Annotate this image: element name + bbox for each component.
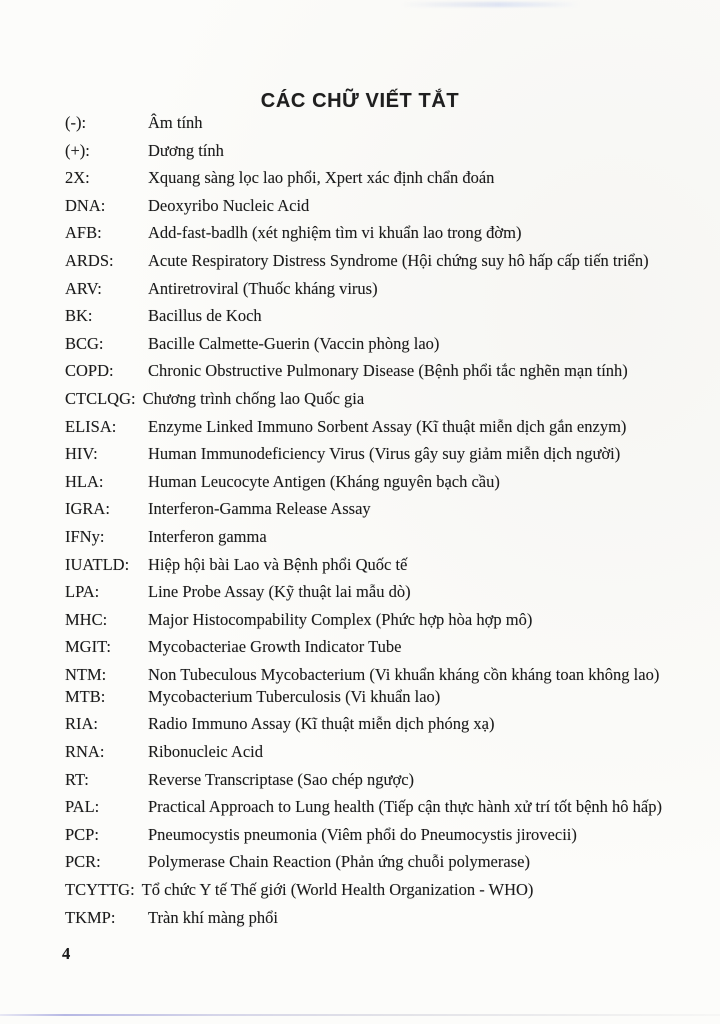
abbreviation-term: (+): [65,140,90,160]
abbreviation-definition: Acute Respiratory Distress Syndrome (Hội chứng suy hô hấp cấp tiến triển) [148,250,649,270]
abbreviation-row [65,472,690,491]
abbreviation-definition: Âm tính [148,113,203,132]
abbreviation-term: HLA: [65,471,104,491]
abbreviation-definition: Chronic Obstructive Pulmonary Disease (Bệnh phổi tắc nghẽn mạn tính) [148,361,628,381]
abbreviation-term: ARV: [65,278,102,298]
abbreviation-definition: Antiretroviral (Thuốc kháng virus) [148,278,378,298]
abbreviation-row [65,306,690,325]
abbreviation-term: PAL: [65,797,100,817]
abbreviation-definition: Deoxyribo Nucleic Acid [148,195,310,215]
abbreviation-term: IUATLD: [65,554,130,574]
abbreviation-row [65,742,690,761]
abbreviations-list [65,113,690,935]
abbreviation-definition: Mycobacteriae Growth Indicator Tube [148,637,402,657]
abbreviation-definition: Practical Approach to Lung health (Tiếp cận thực hành xử trí tốt bệnh hô hấp) [148,797,662,817]
abbreviation-definition: Interferon gamma [148,526,267,546]
abbreviation-definition: Bacillus de Koch [148,306,262,326]
abbreviation-term: MGIT: [65,637,111,657]
abbreviation-term: CTCLQG: [65,388,136,408]
abbreviation-row [65,499,690,518]
abbreviation-term: PCP: [65,824,99,844]
abbreviation-row [65,908,690,927]
abbreviation-row [65,852,690,871]
abbreviation-definition: Dương tính [148,140,224,160]
abbreviation-row [65,389,690,408]
abbreviation-definition: Ribonucleic Acid [148,742,264,762]
abbreviation-row [65,770,690,789]
abbreviation-term: HIV: [65,444,98,464]
abbreviation-definition: Chương trình chống lao Quốc gia [142,388,365,408]
abbreviation-definition: Line Probe Assay (Kỹ thuật lai mẫu dò) [148,582,411,602]
abbreviation-term: BCG: [65,333,104,353]
abbreviation-term: AFB: [65,223,102,243]
abbreviation-term: 2X: [65,168,90,188]
abbreviation-row [65,687,690,706]
abbreviation-row [65,637,690,656]
abbreviation-row [65,610,690,629]
abbreviation-term: NTM: [65,664,107,684]
abbreviation-term: MHC: [65,609,108,629]
abbreviation-row [65,582,690,601]
abbreviation-row [65,361,690,380]
abbreviation-definition: Mycobacterium Tuberculosis (Vi khuẩn lao) [148,686,441,706]
abbreviation-term: IGRA: [65,499,110,519]
abbreviation-definition: Interferon-Gamma Release Assay [148,499,371,519]
abbreviation-row [65,334,690,353]
abbreviation-definition: Tràn khí màng phổi [148,907,279,927]
abbreviation-definition: Non Tubeculous Mycobacterium (Vi khuẩn kháng cồn kháng toan không lao) [148,664,660,684]
abbreviation-term: TKMP: [65,907,116,927]
abbreviation-row [65,113,690,132]
abbreviation-row [65,251,690,270]
abbreviation-term: PCR: [65,852,101,872]
abbreviation-row [65,444,690,463]
abbreviation-definition: Xquang sàng lọc lao phổi, Xpert xác định chẩn đoán [148,168,495,188]
abbreviation-row [65,223,690,242]
abbreviation-term: RNA: [65,742,105,762]
abbreviation-row [65,141,690,160]
abbreviation-row [65,279,690,298]
abbreviation-term: BK: [65,306,93,326]
abbreviation-row [65,196,690,215]
abbreviation-row [65,527,690,546]
abbreviation-definition: Add-fast-badlh (xét nghiệm tìm vi khuẩn lao trong đờm) [148,223,522,243]
abbreviation-definition: Major Histocompability Complex (Phức hợp hòa hợp mô) [148,609,533,629]
abbreviation-term: RIA: [65,714,98,734]
abbreviation-definition: Human Immunodeficiency Virus (Virus gây suy giảm miễn dịch người) [148,444,621,464]
abbreviation-definition: Pneumocystis pneumonia (Viêm phổi do Pneumocystis jirovecii) [148,824,577,844]
abbreviation-definition: Polymerase Chain Reaction (Phản ứng chuỗi polymerase) [148,852,530,872]
scan-artifact-top [400,2,580,7]
abbreviation-row [65,665,690,684]
abbreviation-term: ELISA: [65,416,117,436]
abbreviation-row [65,880,690,899]
abbreviation-definition: Hiệp hội bài Lao và Bệnh phổi Quốc tế [148,554,408,574]
abbreviation-term: ARDS: [65,250,114,270]
abbreviation-row [65,417,690,436]
abbreviation-row [65,168,690,187]
abbreviation-definition: Enzyme Linked Immuno Sorbent Assay (Kĩ thuật miễn dịch gắn enzym) [148,416,627,436]
abbreviation-term: COPD: [65,361,114,381]
abbreviation-row [65,555,690,574]
abbreviation-row [65,714,690,733]
abbreviation-term: (-): [65,113,87,132]
page-title: CÁC CHỮ VIẾT TẮT [260,90,460,113]
abbreviation-term: MTB: [65,686,106,706]
abbreviation-row [65,797,690,816]
abbreviation-definition: Human Leucocyte Antigen (Kháng nguyên bạch cầu) [148,471,500,491]
abbreviation-term: DNA: [65,195,106,215]
abbreviation-definition: Radio Immuno Assay (Kĩ thuật miễn dịch phóng xạ) [148,714,495,734]
abbreviation-term: LPA: [65,582,100,602]
page-number: 4 [62,944,71,963]
abbreviation-term: TCYTTG: [65,880,135,900]
abbreviation-term: RT: [65,769,89,789]
abbreviation-definition: Bacille Calmette-Guerin (Vaccin phòng lao) [148,333,440,353]
abbreviation-definition: Tổ chức Y tế Thế giới (World Health Organization - WHO) [141,880,534,900]
abbreviation-term: IFNy: [65,526,105,546]
abbreviation-row [65,825,690,844]
scan-artifact-bottom-line [0,1014,720,1016]
abbreviation-definition: Reverse Transcriptase (Sao chép ngược) [148,769,415,789]
